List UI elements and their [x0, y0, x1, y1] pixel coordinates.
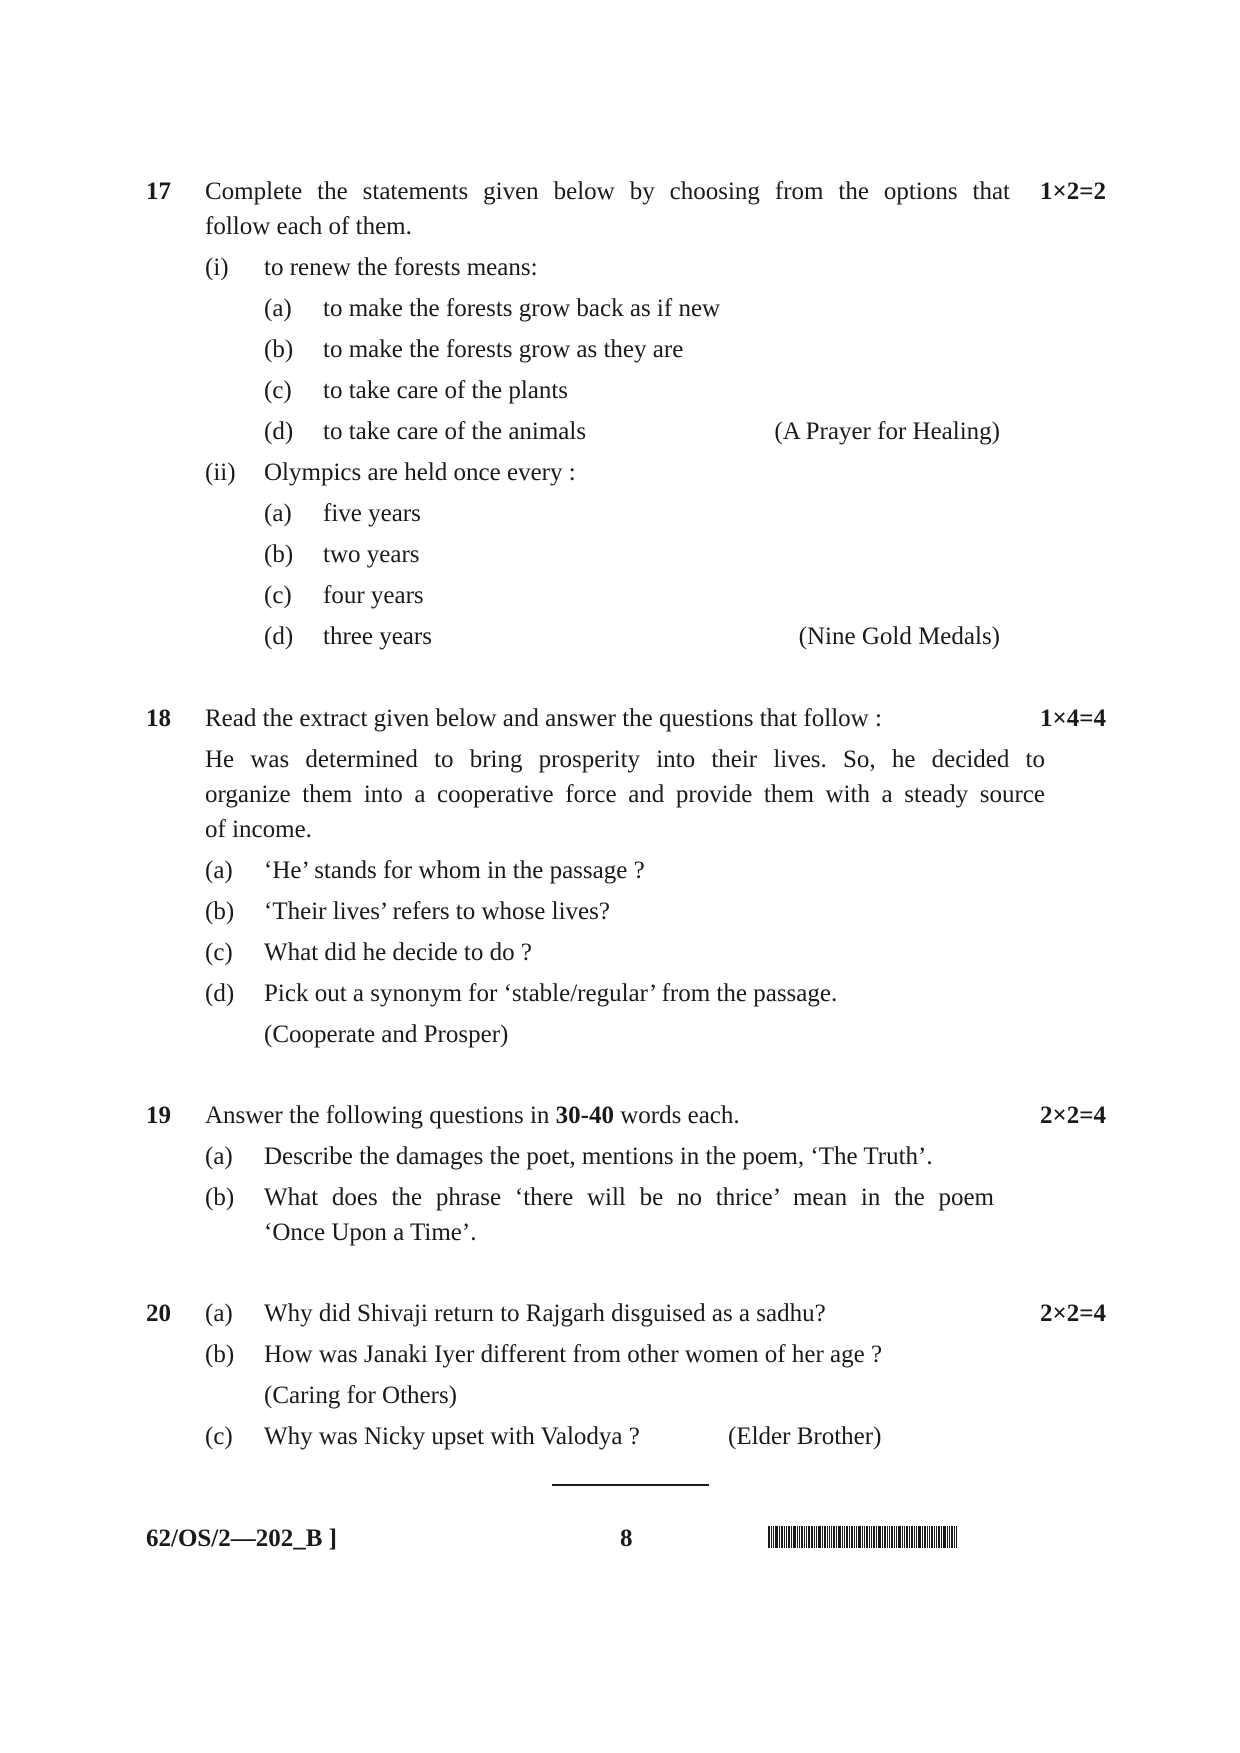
item-label: (c) [205, 1423, 233, 1450]
barcode-bar [854, 1526, 855, 1548]
option-label: (d) [264, 418, 294, 445]
barcode-bar [849, 1526, 850, 1548]
item-label: (b) [205, 898, 235, 925]
item-label: (b) [205, 1341, 235, 1368]
option-text: three years [323, 623, 432, 650]
barcode-bar [873, 1526, 875, 1548]
barcode-bar [949, 1526, 950, 1548]
barcode-bar [771, 1526, 772, 1548]
page-number: 8 [620, 1525, 633, 1552]
barcode-bar [956, 1526, 957, 1548]
paper-code: 62/OS/2—202_B ] [146, 1525, 337, 1552]
barcode-bar [902, 1526, 903, 1548]
barcode-bar [856, 1526, 857, 1548]
marks-label: 1×2=2 [1040, 178, 1106, 205]
barcode-bar [862, 1526, 863, 1548]
source-reference: (Cooperate and Prosper) [264, 1021, 509, 1048]
item-text: How was Janaki Iyer different from other women of her age ? [264, 1341, 883, 1368]
item-text: ‘Their lives’ refers to whose lives? [264, 898, 610, 925]
stem-text: words each. [614, 1102, 740, 1129]
barcode-bar [814, 1526, 815, 1548]
option-text: to take care of the plants [323, 377, 569, 404]
option-text: five years [323, 500, 421, 527]
barcode-bar [784, 1526, 785, 1548]
barcode-bar [916, 1526, 917, 1548]
barcode-bar [918, 1526, 921, 1548]
item-text: ‘He’ stands for whom in the passage ? [264, 857, 645, 884]
barcode-bar [938, 1526, 940, 1548]
marks-label: 2×2=4 [1040, 1102, 1106, 1129]
option-label: (b) [264, 336, 294, 363]
marks-label: 1×4=4 [1040, 705, 1106, 732]
option-label: (a) [264, 500, 292, 527]
question-number: 18 [146, 705, 171, 732]
barcode-bar [934, 1526, 935, 1548]
barcode-bar [846, 1526, 848, 1548]
barcode-bar [929, 1526, 930, 1548]
barcode-bar [891, 1526, 893, 1548]
barcode-bar [833, 1526, 835, 1548]
barcode [768, 1526, 988, 1548]
barcode-bar [924, 1526, 926, 1548]
barcode-bar [806, 1526, 807, 1548]
item-text: Why did Shivaji return to Rajgarh disguised as a sadhu? [264, 1300, 826, 1327]
source-reference: (Caring for Others) [264, 1382, 457, 1409]
barcode-bar [824, 1526, 826, 1548]
option-text: to make the forests grow as they are [323, 336, 684, 363]
item-label: (a) [205, 857, 233, 884]
option-label: (c) [264, 582, 292, 609]
option-text: to make the forests grow back as if new [323, 295, 721, 322]
barcode-bar [851, 1526, 853, 1548]
item-label: (b) [205, 1184, 235, 1211]
question-number: 20 [146, 1300, 171, 1327]
option-label: (b) [264, 541, 294, 568]
barcode-bar [911, 1526, 913, 1548]
extract-text: organize them into a cooperative force and provide them with a steady source [205, 781, 1045, 808]
barcode-bar [838, 1526, 841, 1548]
barcode-bar [894, 1526, 895, 1548]
extract-text: He was determined to bring prosperity into their lives. So, he decided to [205, 746, 1045, 773]
question-stem: Complete the statements given below by choosing from the options that [205, 178, 1010, 205]
end-rule [552, 1484, 709, 1486]
item-text: ‘Once Upon a Time’. [264, 1219, 477, 1246]
item-text: Describe the damages the poet, mentions in the poem, ‘The Truth’. [264, 1143, 933, 1170]
barcode-bar [858, 1526, 861, 1548]
barcode-bar [773, 1526, 774, 1548]
barcode-bar [793, 1526, 796, 1548]
barcode-bar [775, 1526, 778, 1548]
barcode-bar [927, 1526, 928, 1548]
barcode-bar [804, 1526, 805, 1548]
barcode-bar [831, 1526, 832, 1548]
stem-text: Answer the following questions in [205, 1102, 556, 1129]
barcode-bar [801, 1526, 803, 1548]
barcode-bar [799, 1526, 800, 1548]
source-reference: (A Prayer for Healing) [774, 418, 1000, 445]
barcode-bar [884, 1526, 886, 1548]
item-text: Pick out a synonym for ‘stable/regular’ from the passage. [264, 980, 838, 1007]
barcode-bar [954, 1526, 955, 1548]
item-label: (d) [205, 980, 235, 1007]
item-text: What does the phrase ‘there will be no thrice’ mean in the poem [264, 1184, 994, 1211]
barcode-bar [947, 1526, 948, 1548]
barcode-bar [829, 1526, 830, 1548]
barcode-bar [788, 1526, 790, 1548]
barcode-bar [842, 1526, 843, 1548]
option-label: (d) [264, 623, 294, 650]
barcode-bar [797, 1526, 798, 1548]
barcode-bar [887, 1526, 888, 1548]
part-label: (ii) [205, 459, 236, 486]
item-label: (c) [205, 939, 233, 966]
barcode-bar [936, 1526, 937, 1548]
barcode-bar [922, 1526, 923, 1548]
barcode-bar [889, 1526, 890, 1548]
item-text: What did he decide to do ? [264, 939, 532, 966]
barcode-bar [869, 1526, 870, 1548]
barcode-bar [864, 1526, 865, 1548]
barcode-bar [951, 1526, 953, 1548]
option-text: to take care of the animals [323, 418, 587, 445]
barcode-bar [914, 1526, 915, 1548]
barcode-bar [898, 1526, 901, 1548]
question-number: 19 [146, 1102, 171, 1129]
barcode-bar [943, 1526, 946, 1548]
option-label: (a) [264, 295, 292, 322]
barcode-bar [822, 1526, 823, 1548]
source-reference: (Nine Gold Medals) [798, 623, 1000, 650]
source-reference: (Elder Brother) [728, 1423, 882, 1450]
barcode-bar [791, 1526, 792, 1548]
barcode-bar [906, 1526, 908, 1548]
barcode-bar [882, 1526, 883, 1548]
barcode-bar [811, 1526, 813, 1548]
part-text: to renew the forests means: [264, 254, 538, 281]
barcode-bar [836, 1526, 837, 1548]
barcode-bar [768, 1526, 770, 1548]
item-label: (a) [205, 1143, 233, 1170]
question-number: 17 [146, 178, 171, 205]
barcode-bar [779, 1526, 780, 1548]
option-label: (c) [264, 377, 292, 404]
barcode-bar [931, 1526, 933, 1548]
barcode-bar [904, 1526, 905, 1548]
part-text: Olympics are held once every : [264, 459, 576, 486]
barcode-bar [871, 1526, 872, 1548]
item-text: Why was Nicky upset with Valodya ? [264, 1423, 640, 1450]
barcode-bar [878, 1526, 881, 1548]
item-label: (a) [205, 1300, 233, 1327]
option-text: two years [323, 541, 420, 568]
barcode-bar [808, 1526, 810, 1548]
extract-text: of income. [205, 816, 312, 843]
barcode-bar [909, 1526, 910, 1548]
barcode-bar [786, 1526, 787, 1548]
option-text: four years [323, 582, 424, 609]
barcode-bar [781, 1526, 783, 1548]
question-stem [205, 1103, 740, 1128]
barcode-bar [896, 1526, 897, 1548]
part-label: (i) [205, 254, 229, 281]
barcode-bar [941, 1526, 942, 1548]
barcode-bar [818, 1526, 821, 1548]
barcode-bar [816, 1526, 817, 1548]
barcode-bar [844, 1526, 845, 1548]
word-limit: 30-40 [555, 1102, 614, 1129]
marks-label: 2×2=4 [1040, 1300, 1106, 1327]
barcode-bar [866, 1526, 868, 1548]
question-stem: Read the extract given below and answer the questions that follow : [205, 705, 882, 732]
barcode-bar [827, 1526, 828, 1548]
barcode-bar [876, 1526, 877, 1548]
question-stem: follow each of them. [205, 213, 412, 240]
